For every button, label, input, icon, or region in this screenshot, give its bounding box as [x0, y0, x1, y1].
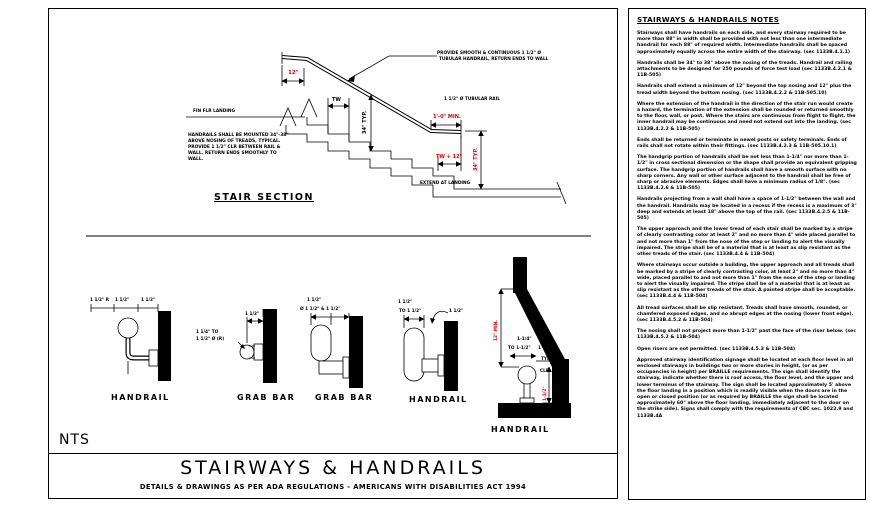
detail2-title: GRAB BAR — [237, 393, 296, 402]
detail5-dim1: 1-1/4" — [517, 337, 532, 342]
detail5-title: HANDRAIL — [491, 425, 550, 434]
note-paragraph: All tread surfaces shall be slip resistant. Treads shall have smooth, rounded, or chamfered exposed edges, and no abrupt edges at the nosing (lower front edge). (sec 1133B.4.5.2 & 11B-504) — [637, 305, 854, 323]
detail2-dim1: 1 1/2" — [245, 312, 260, 317]
note-paragraph: Handrails projecting from a wall shall have a space of 1-1/2" between the wall and the handrail. Handrails may be located in a recess if the recess is a maximum of 3" deep and extends at least 18" above the top of the rail. (sec 1133B.4.2.5 & 11B-505) — [637, 197, 857, 222]
detail1-dim1: 1 1/2" R — [90, 298, 110, 303]
detail4-dim2: TO 1 1/2" — [399, 309, 422, 314]
stair-section-title: STAIR SECTION — [214, 192, 314, 203]
sheet-linework — [49, 9, 616, 497]
dim-tread-width: TW — [332, 97, 341, 103]
detail5-red-clear: 1-1/2" — [543, 386, 548, 401]
detail4-title: HANDRAIL — [409, 395, 468, 404]
notes-heading: STAIRWAYS & HANDRAILS NOTES — [637, 15, 780, 24]
detail5-dim4: TYP — [541, 357, 551, 362]
stair-note-line: WALL. RETURN ENDS SMOOTHLY TO — [188, 151, 277, 156]
sheet-subtitle: DETAILS & DRAWINGS AS PER ADA REGULATIONS - AMERICANS WITH DISABILITIES ACT 1994 — [139, 483, 527, 491]
stair-note-line: HANDRAILS SHALL BE MOUNTED 34"-38" — [188, 133, 289, 138]
detail5-dim2: TO 1-1/2" — [508, 346, 531, 351]
notes-panel — [628, 8, 866, 500]
dim-landing-rail-height: 34" TYP. — [473, 148, 479, 171]
note-paragraph: Stairways shall have handrails on each side, and every stairway required to be more than 88" in width shall be provided with not less than one intermediate handrail for each 88" of required width. Intermediate handrails shall be spaced approximately equally across the entire width of the stairway. (sec 1133B.4.1.1) — [637, 31, 850, 55]
note-paragraph: Handrails shall be 34" to 38" above the nosing of the treads. Handrail and railing attachments to be designed for 250 pounds of force test load (sec 1133B.4.2.1 & 11B-505) — [637, 60, 853, 79]
detail3-dim1: 1 1/2" — [307, 298, 322, 303]
drawing-sheet — [48, 8, 618, 499]
dim-top-extension: 12" — [288, 70, 299, 76]
note-paragraph: Where stairways occur outside a building, the upper approach and all treads shall be marked by a stripe of clearly contrasting color, at least 2" and no more than 4" wide, placed parallel to and not more than 1" from the nose of the step or landing to alert the visually impaired. The stripe shall be of a material that is at least as slip resistant as the other treads of the stair. A painted stripe shall be acceptable. (sec 1133B.4.4 & 11B-504) — [637, 263, 856, 300]
stair-note-line: PROVIDE 1 1/2" CLR BETWEEN RAIL & — [188, 145, 281, 150]
note-paragraph: Open risers are not permitted. (sec 1133B.4.5.3 & 11B-504) — [637, 346, 796, 352]
detail-1-handrail-linework — [91, 304, 171, 381]
detail5-dim3: 1 1/2" — [538, 346, 553, 351]
detail-5-handrail-linework — [498, 257, 571, 418]
detail1-dim3: 1 1/2" — [141, 298, 156, 303]
stair-section-linework — [186, 52, 566, 204]
sheet-title: STAIRWAYS & HANDRAILS — [180, 457, 486, 479]
detail2-note1: 1 1/4" TO — [196, 330, 219, 335]
detail3-title: GRAB BAR — [315, 393, 374, 402]
note-paragraph: Ends shall be returned or terminate in newel posts or safety terminals. Ends of rails shall not rotate within their fittings. (sec 1133B.4.2.3 & 11B-505.10.1) — [637, 137, 847, 150]
note-paragraph: Approved stairway identification signage shall be located at each floor level in all enclosed stairways in buildings two or more stories in height, (or as per occupancies in height) per BRAILLE requirements. The sign shall identify the stairway, indicate whether there is roof access, the floor level, and the upper and lower terminus of the stairway. The sign shall be located approximately 5' above the floor landing in a position which is readily visible when the doors are in the open or closed position (or as required by BRAILLE the sign shall be located approximately 60" above the floor landing, immediately adjacent to the door on the strike side). Signs shall comply with the requirements of CBC sec. 1022.9 and 1133B.4A — [637, 357, 854, 419]
handrail-callout-line1: PROVIDE SMOOTH & CONTINUOUS 1 1/2" Ø — [437, 51, 542, 56]
scale-label: NTS — [59, 432, 90, 448]
detail4-dim3: 1 1/2" — [449, 309, 464, 314]
stair-note-line: ABOVE NOSING OF TREADS, TYPICAL. — [188, 139, 281, 144]
detail-4-handrail-linework — [404, 311, 458, 391]
detail2-note2: 1 1/2" Ø (R) — [196, 337, 225, 342]
stair-note-line: WALL. — [188, 157, 204, 162]
note-paragraph: Where the extension of the handrail in the direction of the stair run would create a hazard, the termination of the extension shall be rounded or returned smoothly to the floor, wall, or post. Where the stairs are continuous from flight to flight, the inner handrail may be continuous and need not extend out into the landing. (sec 1133B.4.2.2 & 11B-505) — [637, 101, 856, 132]
rail-note: 1 1/2" Ø TUBULAR RAIL — [444, 97, 500, 102]
detail5-dim5: CLR. — [540, 369, 551, 374]
note-paragraph: The nosing shall not project more than 1-1/2" past the face of the riser below. (sec 1133B.4.5.2 & 11B-504) — [637, 329, 857, 341]
dim-rail-height: 34" TYP. — [362, 111, 368, 134]
detail1-dim2: 1 1/2" — [115, 298, 130, 303]
handrail-callout-line2: TUBULAR HANDRAIL, RETURN ENDS TO WALL — [439, 57, 549, 62]
detail-3-grabbar-linework — [311, 313, 363, 388]
title-block-divider — [49, 453, 617, 454]
detail-2-grabbar-linework — [238, 309, 277, 383]
floor-label: FIN FLR LANDING — [193, 109, 236, 114]
detail5-red-height: 12" MIN. — [494, 320, 499, 341]
detail3-dim2: Ø 1 1/2" & 1 1/2" — [300, 307, 341, 312]
stair-section-notes — [188, 133, 289, 163]
landing-label: EXTEND AT LANDING — [420, 181, 471, 186]
detail4-dim1: 1 1/2" — [398, 300, 413, 305]
note-paragraph: Handrails shall extend a minimum of 12" beyond the top nosing and 12" plus the tread width beyond the bottom nosing. (sec 1133B.4.2.2 & 11B-505.10) — [637, 84, 852, 96]
dim-bottom-extension-min: 1'-0" MIN. — [433, 114, 461, 120]
note-paragraph: The upper approach and the lower tread of each stair shall be marked by a stripe of clearly contrasting color at least 2" and no more than 4" wide placed parallel to and not more than 1" from the nose of the step or landing to alert the visually impaired. The stripe shall be of a material that is at least as slip resistant as the other treads of the stair. (sec 1133B.4.4 & 11B-504) — [637, 227, 856, 258]
dim-bottom-extension: TW + 12" — [436, 154, 463, 160]
detail1-title: HANDRAIL — [111, 393, 170, 402]
note-paragraph: The handgrip portion of handrails shall be not less than 1-1/4" nor more than 1-1/2" in cross sectional dimension or the shape shall provide an equivalent gripping surface. The handgrip portion of handrails shall have a smooth surface with no sharp corners. Any wall or other surface adjacent to the handrail shall be free of sharp or abrasive elements. Edges shall have a minimum radius of 1/8". (sec 1133B.4.2.6 & 11B-505) — [637, 155, 857, 192]
